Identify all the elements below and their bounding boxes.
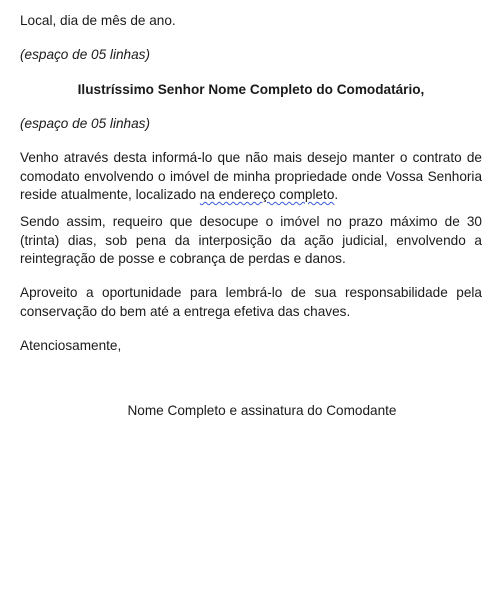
closing-line: Atenciosamente, — [20, 338, 122, 353]
paragraph-2: Sendo assim, requeiro que desocupe o imóvel no prazo máximo de 30 (trinta) dias, sob pena da interposição da ação judicial, envolvendo a reintegração de posse e cobrança de perdas e danos. — [20, 214, 482, 266]
letter-document — [20, 0, 482, 600]
paragraph-3: Aproveito a oportunidade para lembrá-lo de sua responsabilidade pela conservação do bem até a entrega efetiva das chaves. — [20, 285, 482, 319]
spacing-note-1: (espaço de 05 linhas) — [20, 47, 150, 62]
paragraph-1-text: Venho através desta informá-lo que não mais desejo manter o contrato de comodato envolvendo o imóvel de minha propriedade onde Vossa Senhoria reside atualmente, localizado — [20, 150, 482, 202]
paragraph-1-suffix: . — [334, 187, 339, 202]
spacing-note-2: (espaço de 05 linhas) — [20, 116, 150, 131]
address-placeholder: na endereço completo — [199, 187, 335, 202]
paragraph-1 — [20, 149, 482, 205]
date-line: Local, dia de mês de ano. — [20, 13, 176, 28]
signature-line: Nome Completo e assinatura do Comodante — [127, 403, 397, 418]
recipient-heading: Ilustríssimo Senhor Nome Completo do Comodatário, — [77, 82, 425, 97]
